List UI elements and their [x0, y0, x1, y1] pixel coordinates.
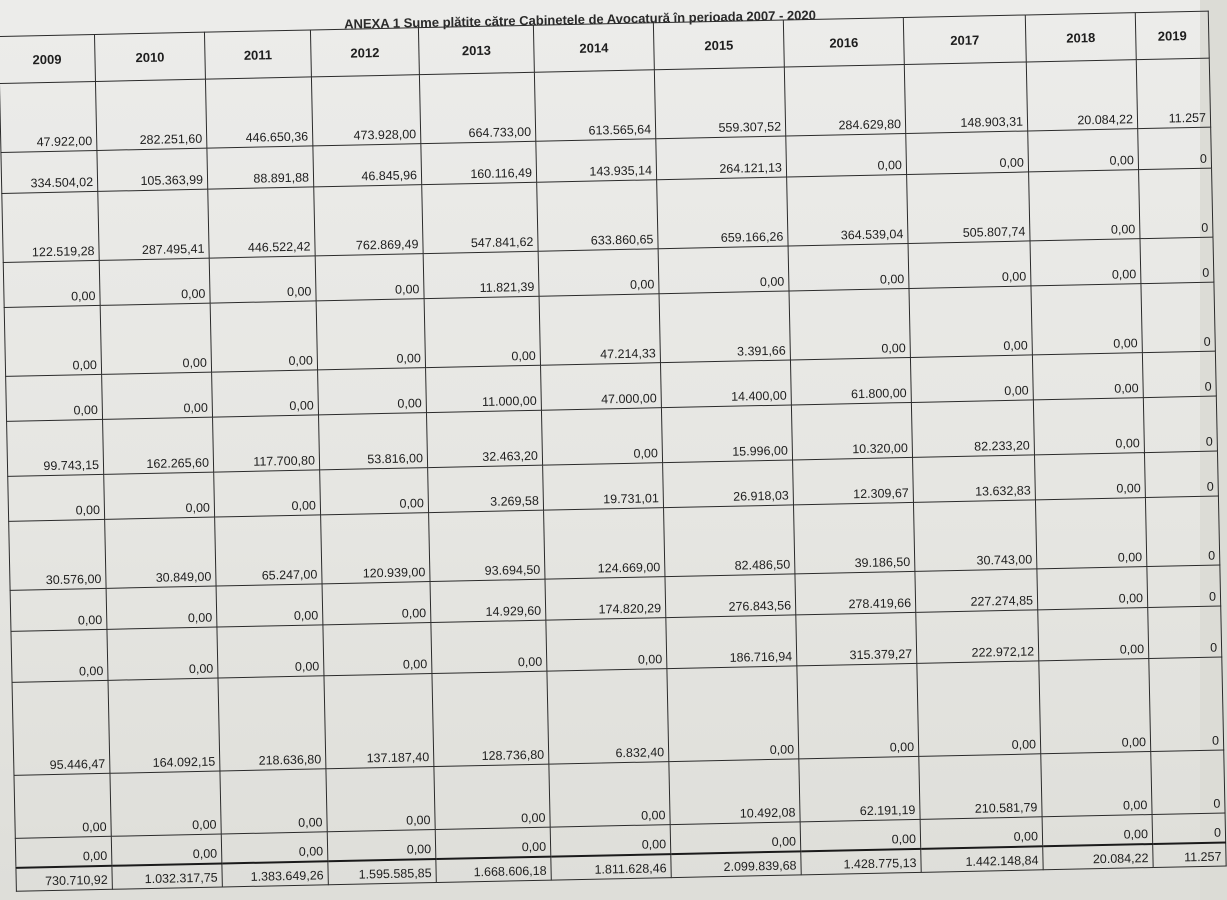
- document-title: ANEXA 1 Sume plătite către Cabinetele de Avocatură în perioada 2007 - 2020: [343, 7, 816, 32]
- table-cell: 26.918,03: [663, 460, 794, 508]
- table-cell: 0: [1151, 750, 1225, 815]
- table-cell: 0,00: [322, 582, 431, 625]
- total-cell: 1.595.585,85: [328, 859, 436, 885]
- table-cell: 62.191,19: [799, 756, 920, 821]
- table-cell: 0,00: [4, 305, 101, 376]
- table-cell: 0,00: [102, 372, 213, 419]
- table-cell: 30.576,00: [9, 519, 106, 590]
- table-cell: 14.400,00: [660, 360, 791, 408]
- table-cell: 0,00: [1029, 170, 1140, 241]
- table-cell: 0: [1148, 606, 1222, 659]
- table-cell: 0,00: [100, 303, 211, 374]
- table-cell: 446.522,42: [208, 187, 315, 258]
- table-cell: 47.000,00: [541, 363, 662, 411]
- table-cell: 0,00: [1041, 752, 1152, 817]
- table-cell: 0,00: [424, 296, 540, 367]
- table-cell: 6.832,40: [547, 669, 669, 764]
- table-cell: 473.928,00: [311, 75, 420, 146]
- table-cell: 0: [1139, 168, 1213, 239]
- table-cell: 0,00: [1037, 567, 1148, 610]
- table-cell: 0,00: [315, 254, 424, 301]
- table-cell: 278.419,66: [795, 571, 916, 615]
- header-year: 2013: [418, 25, 534, 74]
- table-cell: 0: [1140, 237, 1214, 284]
- table-cell: 12.309,67: [793, 457, 914, 505]
- table-cell: 559.307,52: [654, 67, 785, 139]
- table-cell: 0,00: [546, 618, 667, 672]
- header-year: 2016: [783, 18, 904, 68]
- table-cell: 0,00: [326, 767, 435, 832]
- header-year: 2017: [903, 15, 1026, 65]
- table-cell: 0,00: [1034, 453, 1145, 500]
- table-cell: 120.939,00: [321, 513, 430, 584]
- table-cell: 0: [1141, 282, 1215, 353]
- table-cell: 164.092,15: [108, 678, 220, 773]
- table-cell: 39.186,50: [793, 502, 914, 573]
- table-cell: 0,00: [316, 299, 425, 370]
- table-cell: 210.581,79: [919, 754, 1042, 820]
- table-cell: 0,00: [217, 625, 324, 678]
- table-cell: 0,00: [318, 368, 427, 415]
- table-cell: 0,00: [216, 584, 323, 627]
- table-cell: 0,00: [550, 825, 671, 857]
- table-cell: 10.320,00: [791, 402, 912, 460]
- table-cell: 0,00: [1038, 608, 1149, 661]
- total-cell: 1.383.649,26: [222, 861, 328, 887]
- total-cell: 1.442.148,84: [921, 846, 1043, 872]
- table-cell: 162.265,60: [103, 417, 214, 474]
- table-cell: 227.274,85: [915, 569, 1038, 613]
- total-cell: 1.032.317,75: [112, 863, 222, 889]
- table-cell: 0: [1143, 396, 1217, 453]
- table-cell: 0,00: [11, 629, 108, 682]
- table-cell: 0,00: [212, 370, 319, 417]
- table-cell: 276.843,56: [665, 574, 796, 618]
- table-cell: 128.736,80: [432, 671, 549, 766]
- table-cell: 334.504,02: [1, 150, 98, 193]
- table-cell: 613.565,64: [534, 70, 655, 141]
- table-cell: 32.463,20: [426, 410, 542, 467]
- table-cell: 0,00: [910, 355, 1033, 403]
- table-cell: 10.492,08: [669, 759, 800, 825]
- table-cell: 282.251,60: [95, 79, 206, 150]
- table-cell: 11.000,00: [426, 365, 542, 412]
- table-cell: 47.922,00: [0, 81, 97, 152]
- table-cell: 3.269,58: [428, 465, 544, 512]
- table-cell: 117.700,80: [213, 415, 320, 472]
- table-cell: 0,00: [209, 256, 316, 303]
- table-cell: 0,00: [111, 834, 222, 866]
- payments-table: [0, 11, 1227, 892]
- table-cell: 14.929,60: [430, 579, 546, 622]
- table-cell: 762.869,49: [314, 185, 423, 256]
- table-cell: 0,00: [909, 286, 1032, 358]
- header-year: 2015: [653, 20, 784, 70]
- table-cell: 0,00: [800, 819, 921, 851]
- table-cell: 0: [1144, 451, 1218, 498]
- table-cell: 505.807,74: [907, 172, 1030, 244]
- table-cell: 633.860,65: [537, 180, 658, 251]
- table-cell: 0,00: [107, 627, 218, 680]
- total-cell: 1.811.628,46: [551, 854, 671, 880]
- total-cell: 730.710,92: [16, 866, 112, 892]
- table-cell: 0,00: [220, 769, 327, 834]
- table-cell: 30.743,00: [913, 500, 1036, 572]
- table-cell: 88.891,88: [207, 146, 314, 189]
- table-cell: 0,00: [210, 301, 317, 372]
- table-cell: 0,00: [786, 134, 907, 178]
- table-cell: 0,00: [1031, 284, 1142, 355]
- table-cell: 99.743,15: [7, 419, 104, 476]
- table-cell: 0,00: [906, 131, 1029, 175]
- table-cell: 0,00: [434, 764, 550, 829]
- table-cell: 61.800,00: [790, 357, 911, 405]
- total-cell: 11.257: [1153, 842, 1226, 867]
- table-cell: 0: [1147, 565, 1221, 608]
- table-cell: 0,00: [1030, 239, 1141, 286]
- table-cell: 0,00: [214, 470, 321, 517]
- table-cell: 0,00: [435, 827, 551, 859]
- table-cell: 547.841,62: [422, 182, 538, 253]
- table-cell: 664.733,00: [419, 72, 535, 143]
- table-cell: 0,00: [1033, 398, 1144, 455]
- table-cell: 0,00: [667, 666, 799, 762]
- table-cell: 0: [1142, 351, 1216, 398]
- table-cell: 0,00: [1042, 815, 1153, 847]
- table-cell: 0,00: [908, 241, 1031, 289]
- table-cell: 93.694,50: [429, 510, 545, 581]
- header-year: 2009: [0, 34, 95, 83]
- table-cell: 0,00: [10, 588, 107, 631]
- header-year: 2011: [204, 30, 311, 79]
- table-cell: 82.486,50: [664, 505, 795, 577]
- table-cell: 0,00: [3, 260, 100, 307]
- table-cell: 364.539,04: [787, 175, 908, 246]
- table-cell: 218.636,80: [218, 676, 326, 771]
- table-cell: 0: [1149, 657, 1224, 752]
- table-cell: 0,00: [104, 472, 215, 519]
- table-cell: 0,00: [917, 661, 1041, 757]
- table-cell: 0,00: [8, 474, 105, 521]
- table-cell: 0,00: [670, 822, 801, 854]
- table-cell: 15.996,00: [661, 405, 792, 463]
- table-cell: 0,00: [15, 836, 112, 868]
- table-body: [0, 58, 1226, 891]
- table-cell: 0,00: [327, 830, 436, 862]
- table-cell: 46.845,96: [313, 144, 422, 187]
- header-year: 2019: [1135, 11, 1209, 60]
- table-cell: 124.669,00: [544, 508, 665, 579]
- table-cell: 0: [1145, 496, 1219, 567]
- table-cell: 95.446,47: [12, 680, 110, 775]
- table-cell: 30.849,00: [105, 517, 216, 588]
- table-cell: 0,00: [920, 817, 1043, 849]
- header-year: 2010: [94, 32, 205, 81]
- table-cell: 284.629,80: [784, 65, 905, 136]
- table-cell: 174.820,29: [545, 577, 666, 621]
- table-cell: 137.187,40: [324, 674, 434, 769]
- table-cell: 0,00: [99, 258, 210, 305]
- table-cell: 0,00: [1032, 353, 1143, 400]
- table-cell: 65.247,00: [215, 515, 322, 586]
- header-year: 2014: [533, 23, 654, 73]
- table-cell: 82.233,20: [911, 400, 1034, 458]
- table-cell: 160.116,49: [421, 141, 537, 184]
- table-cell: 0,00: [106, 586, 217, 629]
- total-cell: 20.084,22: [1043, 844, 1153, 870]
- table-cell: 11.821,39: [423, 251, 539, 298]
- table-cell: 0,00: [658, 246, 789, 294]
- table-cell: 47.214,33: [539, 294, 660, 365]
- table-cell: 659.166,26: [657, 177, 788, 249]
- table-cell: 3.391,66: [659, 291, 790, 363]
- table-cell: 0: [1152, 813, 1226, 844]
- table-cell: 0,00: [789, 288, 910, 359]
- table-cell: 0,00: [323, 623, 432, 676]
- table-cell: 148.903,31: [904, 62, 1027, 134]
- table-cell: 0: [1138, 127, 1212, 170]
- header-year: 2018: [1025, 13, 1136, 62]
- table-cell: 0,00: [1035, 498, 1146, 569]
- table-cell: 13.632,83: [913, 455, 1036, 503]
- table-cell: 222.972,12: [916, 610, 1039, 664]
- table-cell: 20.084,22: [1026, 60, 1137, 131]
- table-cell: 446.650,36: [205, 77, 312, 148]
- payments-table-wrapper: [0, 11, 1226, 892]
- table-cell: 105.363,99: [97, 148, 208, 191]
- table-cell: 19.731,01: [543, 463, 664, 511]
- total-cell: 1.428.775,13: [801, 849, 921, 875]
- table-cell: 0,00: [6, 374, 103, 421]
- table-cell: 264.121,13: [656, 136, 787, 180]
- table-cell: 143.935,14: [536, 139, 657, 183]
- table-cell: 0,00: [1028, 129, 1139, 172]
- total-cell: 1.668.606,18: [436, 857, 551, 883]
- table-cell: 0,00: [788, 243, 909, 291]
- table-cell: 0,00: [538, 249, 659, 297]
- table-cell: 0,00: [541, 408, 662, 466]
- table-cell: 186.716,94: [666, 615, 797, 669]
- table-cell: 0,00: [431, 620, 547, 673]
- table-cell: 0,00: [221, 832, 328, 864]
- table-cell: 53.816,00: [319, 413, 428, 470]
- table-cell: 11.257: [1136, 58, 1210, 129]
- table-cell: 287.495,41: [98, 189, 209, 260]
- total-cell: 2.099.839,68: [671, 851, 801, 877]
- table-cell: 0,00: [14, 773, 111, 838]
- table-cell: 0,00: [1039, 659, 1151, 754]
- table-cell: 0,00: [320, 468, 429, 515]
- table-cell: 122.519,28: [2, 191, 99, 262]
- table-cell: 0,00: [797, 663, 919, 758]
- table-cell: 0,00: [549, 762, 670, 827]
- table-cell: 0,00: [110, 771, 221, 836]
- table-cell: 315.379,27: [796, 612, 917, 666]
- header-year: 2012: [310, 28, 419, 77]
